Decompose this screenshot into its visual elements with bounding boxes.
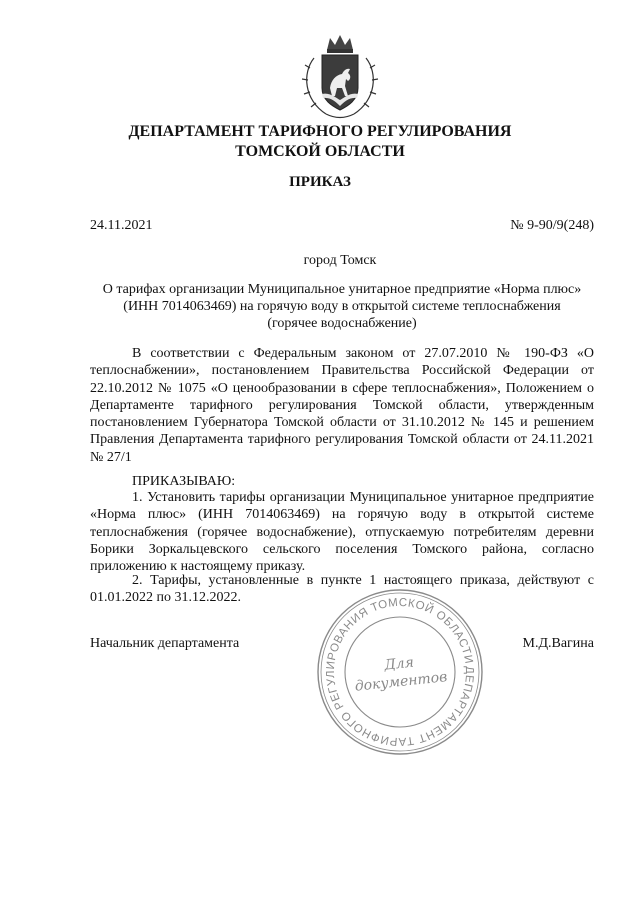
department-name-line2: ТОМСКОЙ ОБЛАСТИ	[235, 143, 405, 160]
order-word: ПРИКАЗЫВАЮ:	[132, 474, 236, 489]
subject-line: (горячее водоснабжение)	[267, 316, 417, 331]
order-item-2: 2. Тарифы, установленные в пункте 1 настоящего приказа, действуют с 01.01.2022 по 31.12.2022.	[90, 573, 594, 606]
stamp-ring-text: ДЕПАРТАМЕНТ ТАРИФНОГО РЕГУЛИРОВАНИЯ ТОМСКОЙ ОБЛАСТИ	[324, 596, 476, 748]
tomsk-coat-of-arms-icon	[296, 28, 384, 124]
subject-line: (ИНН 7014063469) на горячую воду в открытой системе теплоснабжения	[123, 299, 561, 314]
document-subject	[90, 281, 594, 332]
document-date: 24.11.2021	[90, 218, 153, 233]
department-name-line1: ДЕПАРТАМЕНТ ТАРИФНОГО РЕГУЛИРОВАНИЯ	[128, 123, 512, 140]
stamp	[314, 586, 486, 758]
preamble-paragraph: В соответствии с Федеральным законом от 27.07.2010 № 190-ФЗ «О теплоснабжении», постановлением Правительства Российской Федерации от 22.10.2012 № 1075 «О ценообразовании в сфере теплоснабжения», Положением о Департаменте тарифного регулирования Томской области, утвержденным постановлением Губернатора Томской области от 31.10.2012 № 145 и решением Правления Департамента тарифного регулирования Томской области от 24.11.2021 № 27/1	[90, 346, 594, 465]
svg-text:ДЕПАРТАМЕНТ ТАРИФНОГО РЕГУЛИРО	[319, 591, 482, 754]
signatory-name: М.Д.Вагина	[522, 636, 594, 651]
signatory-position: Начальник департамента	[90, 636, 240, 651]
city: город Томск	[303, 253, 377, 268]
stamp-center-line1: Для	[383, 654, 415, 674]
order-item-1: 1. Установить тарифы организации Муниципальное унитарное предприятие «Норма плюс» (ИНН 7014063469) на горячую воду в открытой системе теплоснабжения (горячее водоснабжение), отпускаемую потребителям деревни Борики Зоркальцевского сельского поселения Томского района, согласно приложению к настоящему приказу.	[90, 490, 594, 575]
document-number: № 9-90/9(248)	[510, 218, 594, 233]
document-type: ПРИКАЗ	[289, 174, 351, 190]
subject-line: О тарифах организации Муниципальное унитарное предприятие «Норма плюс»	[102, 282, 582, 297]
stamp-center-line2: документов	[354, 669, 449, 695]
